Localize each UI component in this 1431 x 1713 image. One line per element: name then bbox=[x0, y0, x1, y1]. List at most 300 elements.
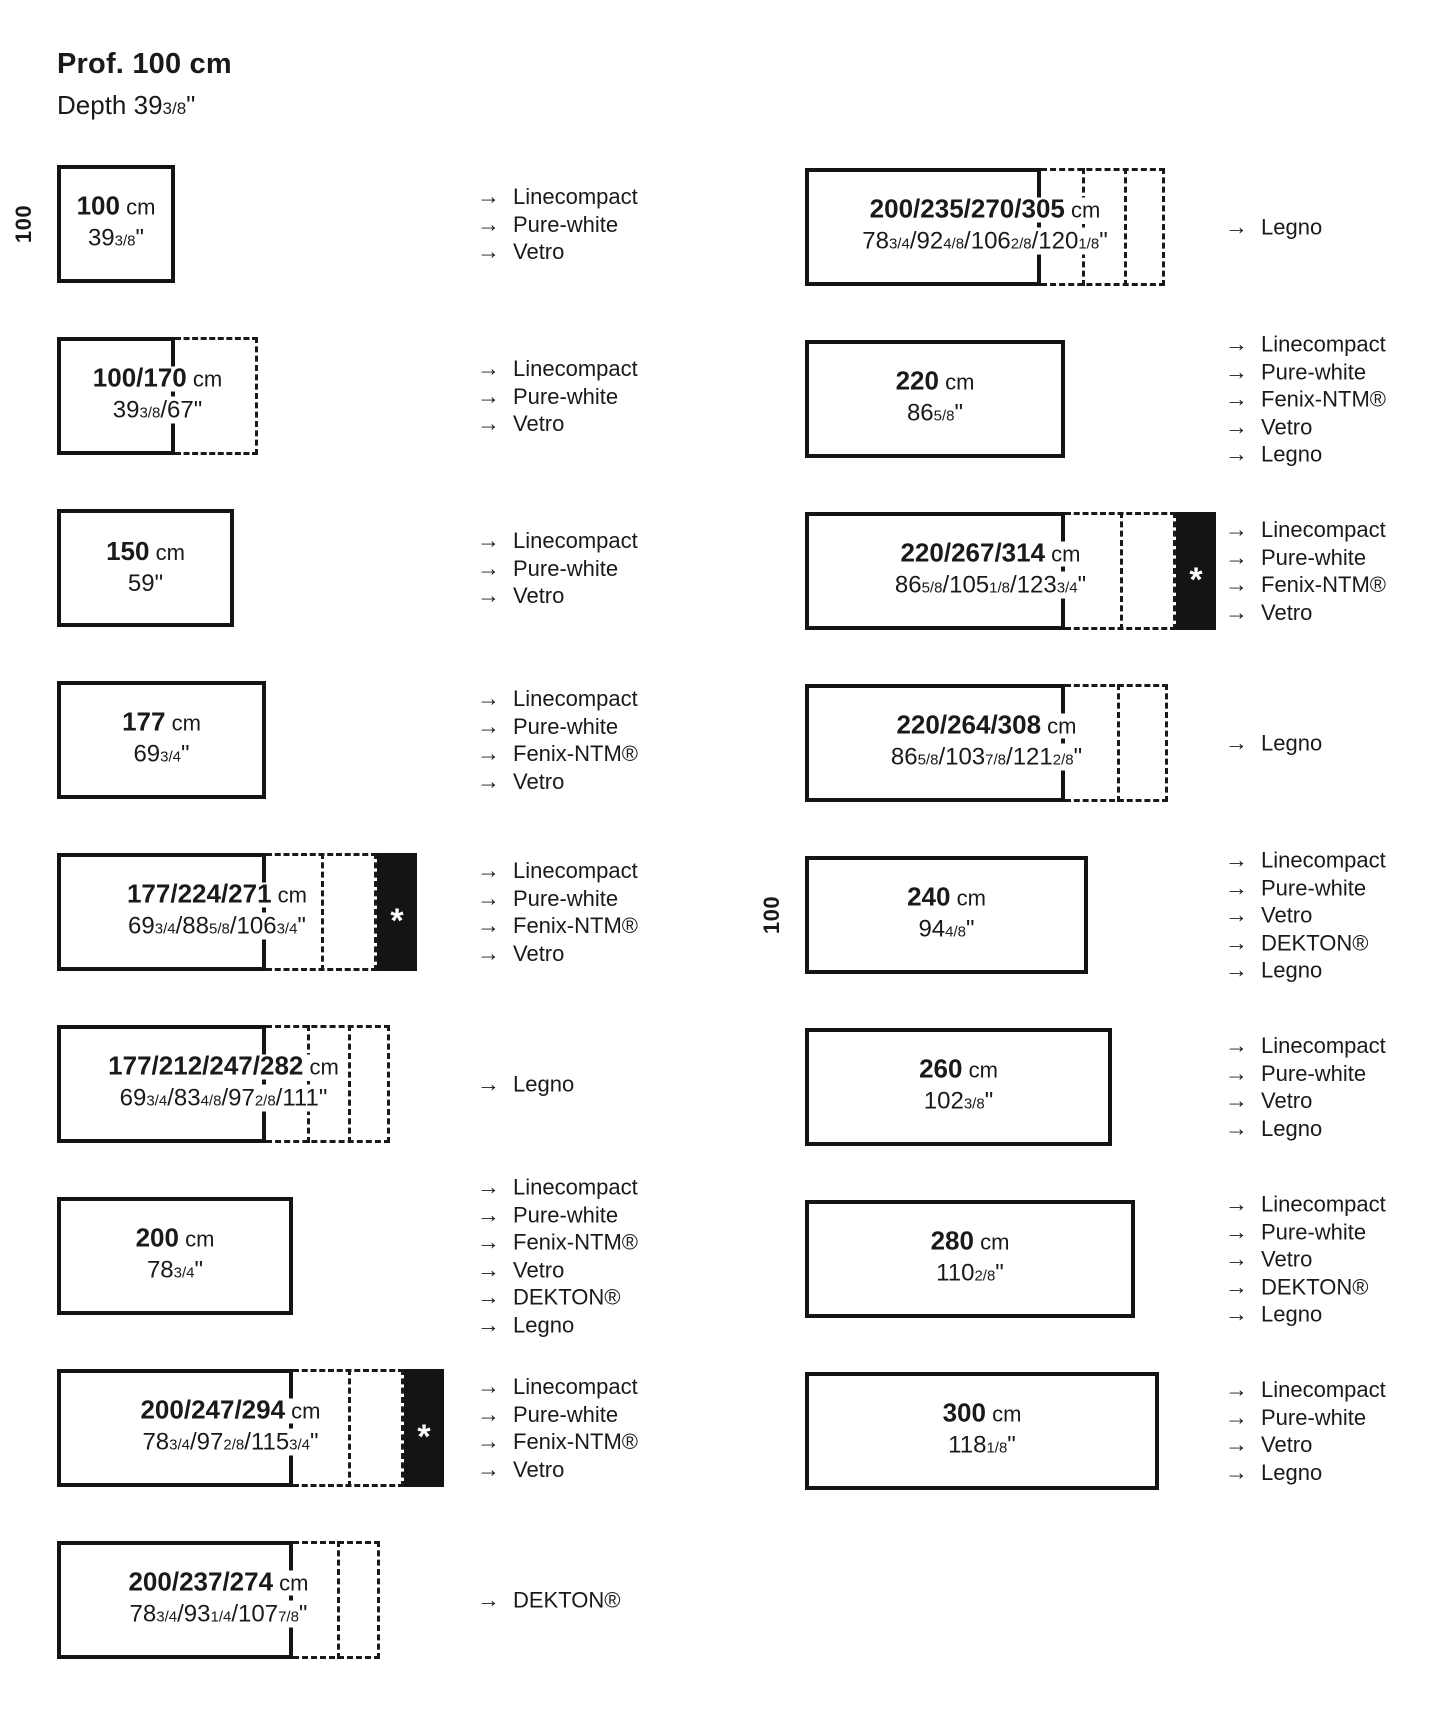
material-label: Pure-white bbox=[513, 211, 619, 237]
table-size-figure bbox=[805, 856, 1088, 974]
size-diagram-row bbox=[805, 512, 1431, 630]
size-cm-value: 220/264/308 bbox=[896, 709, 1042, 740]
size-diagram-row bbox=[805, 1028, 1431, 1146]
material-item bbox=[477, 382, 638, 410]
material-item bbox=[1225, 846, 1386, 874]
material-item bbox=[1225, 1190, 1386, 1218]
material-item bbox=[1225, 1376, 1386, 1404]
column-left bbox=[11, 165, 737, 1713]
arrow-right-icon: → bbox=[477, 1373, 500, 1399]
arrow-right-icon: → bbox=[477, 210, 500, 237]
table-size-figure bbox=[805, 1028, 1112, 1146]
size-inches-line bbox=[805, 742, 1168, 777]
arrow-right-icon: → bbox=[1225, 1087, 1248, 1113]
materials-list bbox=[477, 1070, 574, 1098]
size-inches-line bbox=[805, 226, 1165, 261]
material-label: Vetro bbox=[1261, 599, 1313, 625]
material-label: Legno bbox=[513, 1312, 575, 1337]
material-label: Legno bbox=[1261, 1301, 1323, 1327]
material-label: Vetro bbox=[1261, 1246, 1313, 1272]
size-inches-line bbox=[57, 223, 175, 258]
arrow-right-icon: → bbox=[477, 237, 500, 264]
size-inches-text: 59" bbox=[123, 570, 168, 597]
material-item bbox=[477, 1229, 638, 1257]
size-inches-text: 783/4/924/8/1062/8/1201/8" bbox=[857, 228, 1112, 255]
material-label: Vetro bbox=[513, 768, 565, 794]
materials-list bbox=[477, 685, 638, 795]
arrow-right-icon: → bbox=[477, 409, 500, 436]
material-label: Pure-white bbox=[1261, 1404, 1367, 1430]
size-inches-text: 783/4/972/8/1153/4" bbox=[137, 1429, 323, 1456]
size-cm-text: 177/212/247/282 cm bbox=[103, 1055, 344, 1080]
arrow-right-icon: → bbox=[1225, 385, 1248, 412]
material-item bbox=[477, 1428, 638, 1456]
size-diagram-row bbox=[11, 165, 737, 283]
arrow-right-icon: → bbox=[477, 884, 500, 911]
size-inches-text: 865/8/1037/8/1212/8" bbox=[886, 744, 1087, 771]
material-item bbox=[477, 210, 638, 238]
material-label: Legno bbox=[513, 1071, 575, 1097]
size-labels bbox=[805, 538, 1176, 605]
material-label: Linecompact bbox=[513, 355, 638, 381]
size-cm-line bbox=[57, 191, 175, 223]
arrow-right-icon: → bbox=[477, 912, 500, 938]
arrow-right-icon: → bbox=[1225, 1431, 1248, 1457]
material-item bbox=[1225, 1459, 1386, 1487]
materials-list bbox=[1225, 729, 1322, 757]
material-item bbox=[1225, 385, 1386, 413]
material-label: Fenix-NTM® bbox=[513, 741, 638, 766]
size-cm-value: 280 bbox=[930, 1225, 974, 1256]
arrow-right-icon: → bbox=[477, 1586, 500, 1613]
arrow-right-icon: → bbox=[1225, 1403, 1248, 1430]
arrow-right-icon: → bbox=[1225, 1376, 1248, 1402]
material-label: Fenix-NTM® bbox=[1261, 386, 1386, 412]
arrow-right-icon: → bbox=[1225, 928, 1248, 955]
material-label: Vetro bbox=[1261, 413, 1313, 439]
material-item bbox=[477, 940, 638, 968]
size-inches-line bbox=[57, 739, 266, 774]
material-label: Vetro bbox=[513, 582, 565, 608]
size-cm-value: 177/224/271 bbox=[126, 878, 272, 909]
size-cm-text: 220 cm bbox=[891, 370, 980, 395]
size-inches-line bbox=[805, 398, 1065, 433]
material-label: Pure-white bbox=[513, 1401, 619, 1427]
material-item bbox=[1225, 956, 1386, 984]
material-label: Linecompact bbox=[513, 1374, 638, 1399]
size-diagram-row bbox=[57, 1025, 737, 1143]
material-label: Legno bbox=[1261, 1459, 1323, 1485]
materials-list bbox=[477, 857, 638, 967]
asterisk-symbol: * bbox=[417, 1418, 431, 1456]
size-cm-text: 177 cm bbox=[117, 711, 206, 736]
materials-list bbox=[477, 1174, 638, 1339]
depth-side-label-text: 100 bbox=[759, 895, 784, 935]
materials-list bbox=[1225, 213, 1322, 241]
size-labels bbox=[805, 194, 1165, 261]
materials-list bbox=[477, 1586, 621, 1614]
size-inches-line bbox=[57, 568, 234, 600]
size-inches-line bbox=[57, 1255, 293, 1290]
size-inches-text: 1181/8" bbox=[943, 1432, 1021, 1459]
material-item bbox=[477, 885, 638, 913]
size-labels bbox=[57, 1051, 390, 1118]
size-cm-value: 260 bbox=[919, 1053, 963, 1084]
size-cm-line bbox=[57, 707, 266, 739]
size-diagram-row bbox=[57, 509, 737, 627]
size-inches-text: 693/4/834/8/972/8/111" bbox=[115, 1085, 333, 1112]
material-label: Vetro bbox=[513, 1456, 565, 1482]
arrow-right-icon: → bbox=[1225, 598, 1248, 625]
table-size-figure bbox=[805, 684, 1168, 802]
size-labels bbox=[805, 1054, 1112, 1121]
size-cm-value: 200/237/274 bbox=[128, 1566, 274, 1597]
arrow-right-icon: → bbox=[1225, 1114, 1248, 1141]
arrow-right-icon: → bbox=[1225, 729, 1248, 756]
material-item bbox=[477, 685, 638, 713]
arrow-right-icon: → bbox=[1225, 1300, 1248, 1327]
material-label: DEKTON® bbox=[513, 1587, 621, 1613]
size-diagram-row bbox=[57, 1173, 737, 1337]
size-cm-line bbox=[57, 879, 377, 911]
size-labels bbox=[805, 1398, 1159, 1465]
material-label: Vetro bbox=[513, 410, 565, 436]
arrow-right-icon: → bbox=[477, 1400, 500, 1427]
material-item bbox=[1225, 929, 1386, 957]
material-item bbox=[1225, 440, 1386, 468]
size-inches-text: 1102/8" bbox=[931, 1260, 1009, 1287]
material-label: Fenix-NTM® bbox=[1261, 572, 1386, 597]
material-item bbox=[477, 857, 638, 885]
size-inches-line bbox=[805, 1258, 1135, 1293]
arrow-right-icon: → bbox=[1225, 1217, 1248, 1244]
size-cm-value: 150 bbox=[106, 536, 150, 566]
arrow-right-icon: → bbox=[477, 1173, 500, 1200]
arrow-right-icon: → bbox=[477, 581, 500, 608]
arrow-right-icon: → bbox=[1225, 1190, 1248, 1217]
size-diagram-row bbox=[57, 681, 737, 799]
size-cm-value: 300 bbox=[942, 1397, 986, 1428]
material-item bbox=[1225, 413, 1386, 441]
material-item bbox=[477, 713, 638, 741]
material-item bbox=[477, 740, 638, 768]
material-label: Linecompact bbox=[513, 686, 638, 711]
material-item bbox=[1225, 1060, 1386, 1088]
size-inches-line bbox=[805, 1086, 1112, 1121]
table-size-figure bbox=[805, 168, 1165, 286]
size-labels bbox=[57, 1223, 293, 1290]
material-label: Vetro bbox=[1261, 902, 1313, 928]
table-size-figure bbox=[805, 1372, 1159, 1490]
material-item bbox=[1225, 1431, 1386, 1459]
subtitle-inches-value: 393/8" bbox=[133, 90, 196, 120]
material-label: Linecompact bbox=[513, 858, 638, 883]
size-labels bbox=[57, 1567, 380, 1634]
arrow-right-icon: → bbox=[1225, 440, 1248, 467]
materials-list bbox=[477, 527, 638, 610]
size-cm-value: 200/247/294 bbox=[140, 1394, 286, 1425]
material-label: DEKTON® bbox=[1261, 1273, 1369, 1299]
material-label: Linecompact bbox=[513, 183, 638, 209]
material-item bbox=[1225, 213, 1322, 241]
size-labels bbox=[57, 1395, 404, 1462]
size-inches-text: 1023/8" bbox=[919, 1088, 998, 1115]
table-size-figure bbox=[805, 340, 1065, 458]
arrow-right-icon: → bbox=[1225, 571, 1248, 597]
arrow-right-icon: → bbox=[1225, 1272, 1248, 1299]
size-diagram-row bbox=[57, 1541, 737, 1659]
arrow-right-icon: → bbox=[477, 182, 500, 209]
arrow-right-icon: → bbox=[1225, 1059, 1248, 1086]
size-cm-line bbox=[805, 1398, 1159, 1430]
material-item bbox=[1225, 358, 1386, 386]
material-label: Vetro bbox=[1261, 1432, 1313, 1457]
arrow-right-icon: → bbox=[477, 526, 500, 553]
size-cm-line bbox=[57, 536, 234, 568]
size-cm-line bbox=[805, 1226, 1135, 1258]
asterisk-black-box bbox=[377, 853, 417, 971]
material-item bbox=[477, 1401, 638, 1429]
material-item bbox=[1225, 1032, 1386, 1060]
size-inches-text: 693/4/885/8/1063/4" bbox=[123, 913, 311, 940]
material-item bbox=[477, 554, 638, 582]
arrow-right-icon: → bbox=[1225, 846, 1248, 873]
size-cm-text: 100/170 cm bbox=[88, 367, 227, 392]
table-size-figure bbox=[57, 165, 175, 283]
material-label: DEKTON® bbox=[1261, 929, 1369, 955]
size-cm-value: 100/170 bbox=[92, 362, 187, 393]
material-item bbox=[477, 527, 638, 555]
size-diagram-row bbox=[57, 1369, 737, 1487]
material-item bbox=[1225, 874, 1386, 902]
material-label: Pure-white bbox=[1261, 1218, 1367, 1244]
material-item bbox=[477, 1373, 638, 1401]
materials-list bbox=[477, 1373, 638, 1483]
size-cm-text: 300 cm bbox=[938, 1402, 1027, 1427]
size-diagram-row bbox=[57, 337, 737, 455]
table-size-figure bbox=[805, 512, 1216, 630]
size-cm-text: 200/247/294 cm bbox=[135, 1399, 325, 1424]
material-item bbox=[1225, 516, 1386, 544]
size-cm-text: 100 cm bbox=[72, 195, 161, 220]
size-labels bbox=[805, 1226, 1135, 1293]
size-cm-text: 200 cm bbox=[131, 1227, 220, 1252]
arrow-right-icon: → bbox=[477, 1311, 500, 1337]
size-inches-text: 783/4" bbox=[142, 1257, 208, 1284]
material-item bbox=[1225, 1300, 1386, 1328]
size-cm-line bbox=[805, 710, 1168, 742]
arrow-right-icon: → bbox=[477, 740, 500, 766]
material-label: Pure-white bbox=[513, 1202, 619, 1227]
size-diagram-row bbox=[759, 846, 1431, 983]
size-cm-text: 280 cm bbox=[926, 1230, 1015, 1255]
size-cm-line bbox=[57, 1567, 380, 1599]
material-label: Legno bbox=[1261, 730, 1323, 756]
size-inches-text: 865/8/1051/8/1233/4" bbox=[890, 572, 1091, 599]
material-label: Linecompact bbox=[1261, 1191, 1386, 1217]
arrow-right-icon: → bbox=[477, 382, 500, 409]
material-label: Legno bbox=[1261, 214, 1323, 240]
material-label: Linecompact bbox=[1261, 331, 1386, 357]
size-inches-line bbox=[57, 1427, 404, 1462]
arrow-right-icon: → bbox=[477, 685, 500, 711]
size-cm-value: 100 bbox=[76, 190, 120, 221]
material-item bbox=[1225, 729, 1322, 757]
material-label: Pure-white bbox=[513, 885, 619, 911]
size-inches-text: 783/4/931/4/1077/8" bbox=[125, 1601, 313, 1628]
material-label: Pure-white bbox=[513, 383, 619, 409]
size-labels bbox=[805, 710, 1168, 777]
arrow-right-icon: → bbox=[477, 1455, 500, 1482]
arrow-right-icon: → bbox=[1225, 412, 1248, 439]
material-item bbox=[477, 768, 638, 796]
size-labels bbox=[57, 191, 175, 258]
material-item bbox=[477, 1174, 638, 1202]
size-inches-text: 393/8" bbox=[83, 225, 149, 252]
size-labels bbox=[805, 366, 1065, 433]
size-inches-line bbox=[57, 1599, 380, 1634]
size-inches-text: 693/4" bbox=[128, 741, 194, 768]
column-right bbox=[759, 168, 1431, 1544]
asterisk-black-box bbox=[1176, 512, 1216, 630]
material-label: Linecompact bbox=[1261, 1033, 1386, 1058]
size-inches-text: 393/8/67" bbox=[108, 397, 207, 424]
asterisk-black-box bbox=[404, 1369, 444, 1487]
asterisk-symbol: * bbox=[1189, 561, 1203, 599]
table-size-figure bbox=[57, 509, 234, 627]
size-cm-line bbox=[57, 1395, 404, 1427]
material-label: Linecompact bbox=[1261, 847, 1386, 873]
size-inches-line bbox=[57, 911, 377, 946]
size-inches-line bbox=[57, 1083, 390, 1118]
size-inches-line bbox=[805, 1430, 1159, 1465]
material-label: Linecompact bbox=[513, 527, 638, 553]
material-item bbox=[1225, 544, 1386, 572]
material-label: Vetro bbox=[1261, 1088, 1313, 1113]
table-size-figure bbox=[57, 853, 417, 971]
materials-list bbox=[1225, 516, 1386, 626]
arrow-right-icon: → bbox=[1225, 213, 1248, 240]
size-cm-line bbox=[57, 1223, 293, 1255]
size-cm-text: 220/264/308 cm bbox=[891, 714, 1081, 739]
size-cm-value: 220/267/314 bbox=[900, 537, 1046, 568]
size-labels bbox=[57, 879, 377, 946]
arrow-right-icon: → bbox=[477, 554, 500, 581]
arrow-right-icon: → bbox=[1225, 357, 1248, 384]
material-item bbox=[477, 410, 638, 438]
material-item bbox=[477, 355, 638, 383]
arrow-right-icon: → bbox=[477, 712, 500, 739]
material-label: Pure-white bbox=[1261, 1060, 1367, 1086]
table-size-figure bbox=[57, 1541, 380, 1659]
size-diagram-row bbox=[805, 330, 1431, 467]
size-cm-value: 200 bbox=[135, 1222, 179, 1253]
size-cm-text: 200/237/274 cm bbox=[123, 1571, 313, 1596]
size-cm-value: 220 bbox=[895, 365, 939, 396]
size-cm-line bbox=[805, 882, 1088, 914]
page-subtitle bbox=[57, 90, 232, 121]
material-label: Fenix-NTM® bbox=[513, 1429, 638, 1454]
material-label: Pure-white bbox=[513, 713, 619, 739]
size-labels bbox=[57, 707, 266, 774]
size-cm-text: 200/235/270/305 cm bbox=[865, 198, 1106, 223]
size-cm-value: 240 bbox=[907, 881, 951, 912]
table-size-figure bbox=[57, 1197, 293, 1315]
arrow-right-icon: → bbox=[1225, 873, 1248, 900]
arrow-right-icon: → bbox=[477, 1070, 500, 1097]
table-size-figure bbox=[57, 337, 258, 455]
material-item bbox=[477, 582, 638, 610]
material-item bbox=[477, 1070, 574, 1098]
table-size-figure bbox=[57, 681, 266, 799]
material-label: Pure-white bbox=[513, 555, 619, 581]
size-diagram-row bbox=[805, 1190, 1431, 1327]
size-cm-value: 200/235/270/305 bbox=[869, 193, 1065, 224]
material-item bbox=[477, 1456, 638, 1484]
arrow-right-icon: → bbox=[477, 354, 500, 381]
material-item bbox=[477, 1586, 621, 1614]
size-diagram-row bbox=[805, 168, 1431, 286]
arrow-right-icon: → bbox=[1225, 901, 1248, 928]
table-size-figure bbox=[57, 1369, 444, 1487]
size-inches-line bbox=[805, 914, 1088, 949]
material-item bbox=[1225, 1115, 1386, 1143]
material-label: Legno bbox=[1261, 1115, 1323, 1141]
material-item bbox=[1225, 571, 1386, 599]
size-cm-text: 150 cm bbox=[101, 540, 190, 565]
size-cm-line bbox=[805, 366, 1065, 398]
size-cm-text: 240 cm bbox=[902, 886, 991, 911]
material-item bbox=[1225, 1218, 1386, 1246]
materials-list bbox=[1225, 1190, 1386, 1328]
page-title: Prof. 100 cm bbox=[57, 48, 232, 80]
arrow-right-icon: → bbox=[1225, 330, 1248, 357]
table-size-figure bbox=[57, 1025, 390, 1143]
size-labels bbox=[57, 363, 258, 430]
arrow-right-icon: → bbox=[477, 1256, 500, 1282]
material-item bbox=[1225, 1273, 1386, 1301]
size-diagram-row bbox=[805, 684, 1431, 802]
material-item bbox=[477, 238, 638, 266]
size-inches-line bbox=[805, 570, 1176, 605]
arrow-right-icon: → bbox=[1225, 1032, 1248, 1058]
arrow-right-icon: → bbox=[477, 1283, 500, 1310]
size-cm-value: 177/212/247/282 bbox=[108, 1050, 304, 1081]
material-label: Linecompact bbox=[513, 1174, 638, 1200]
arrow-right-icon: → bbox=[1225, 1458, 1248, 1485]
materials-list bbox=[1225, 846, 1386, 984]
depth-side-label bbox=[757, 856, 787, 974]
size-diagram-row bbox=[57, 853, 737, 971]
arrow-right-icon: → bbox=[1225, 516, 1248, 542]
arrow-right-icon: → bbox=[477, 1201, 500, 1227]
size-cm-text: 177/224/271 cm bbox=[122, 883, 312, 908]
size-labels bbox=[57, 536, 234, 600]
table-size-figure bbox=[805, 1200, 1135, 1318]
arrow-right-icon: → bbox=[1225, 1245, 1248, 1272]
size-inches-text: 865/8" bbox=[902, 400, 968, 427]
material-label: Legno bbox=[1261, 957, 1323, 983]
size-cm-value: 177 bbox=[122, 706, 166, 737]
page-header bbox=[57, 48, 232, 121]
material-label: Linecompact bbox=[1261, 1377, 1386, 1402]
material-item bbox=[477, 1256, 638, 1284]
arrow-right-icon: → bbox=[477, 857, 500, 883]
size-inches-text: 944/8" bbox=[913, 916, 979, 943]
materials-list bbox=[1225, 1376, 1386, 1486]
material-label: Pure-white bbox=[1261, 544, 1367, 570]
size-cm-line bbox=[805, 194, 1165, 226]
